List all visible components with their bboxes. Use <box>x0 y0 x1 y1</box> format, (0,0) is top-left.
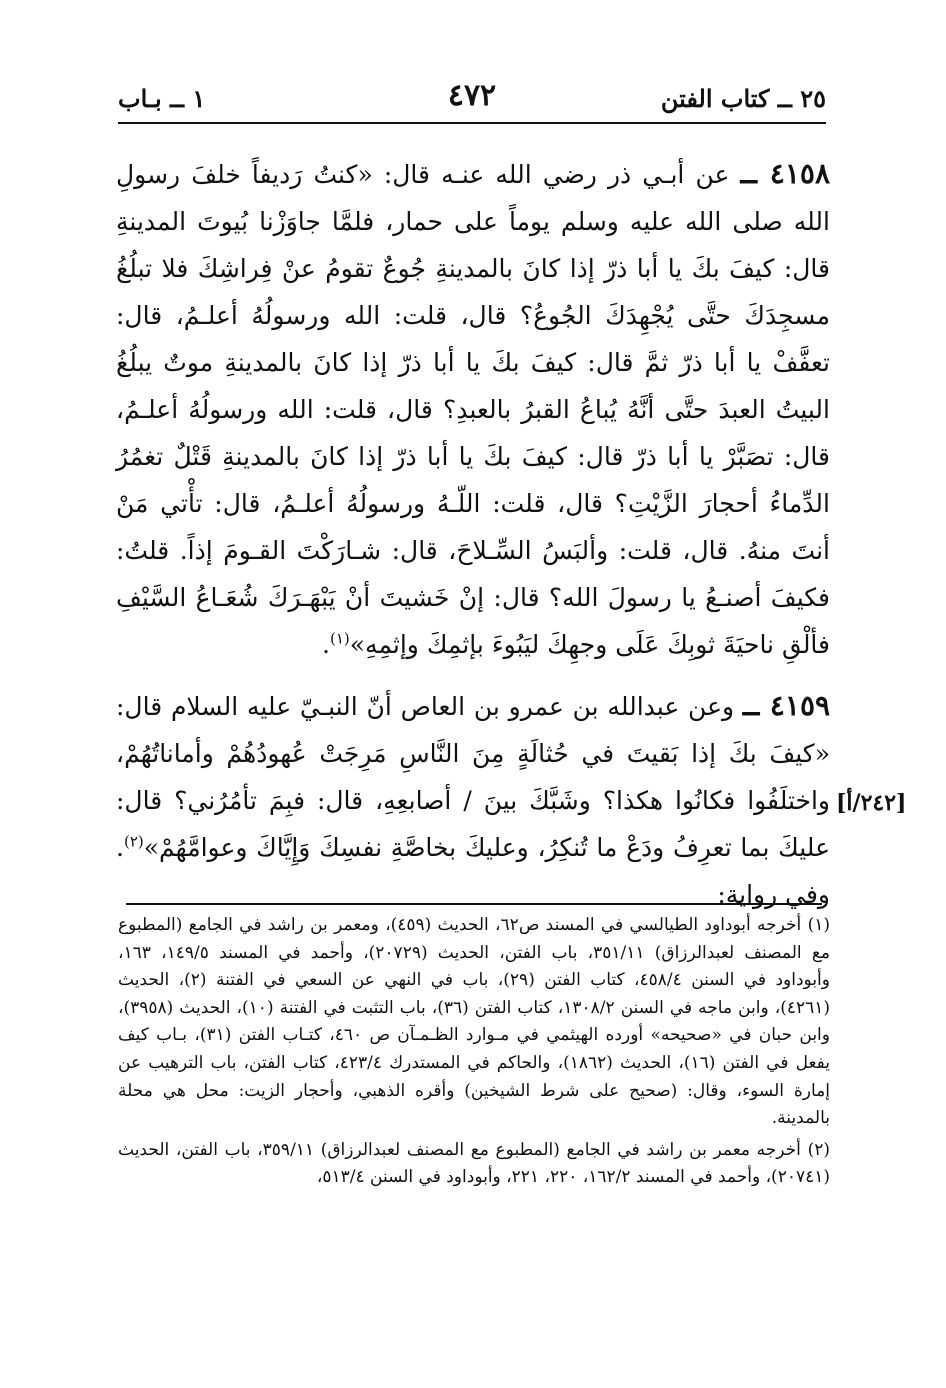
footnotes <box>118 912 830 1196</box>
hadith-text: وعن عبدالله بن عمرو بن العاص أنّ النبـيّ عليه السلام قال: «كيفَ بكَ إذا بَقيتَ في حُثالَةٍ مِنَ النَّاسِ مَرِجَتْ عُهودُهُمْ وأماناتُهُمْ، واختلَفُوا فكانُوا هكذا؟ وشَبَّكَ بينَ / أصابعِهِ، قال: فبِمَ تأمُرُني؟ قال: عليكَ بما تعرِفُ ودَعْ ما تُنكِرُ، وعليكَ بخاصَّةِ نفسِكَ وَإِيَّاكَ وعوامَّهُمْ» <box>116 692 830 862</box>
hadith-end: . وفي رواية: <box>116 833 830 909</box>
section-title: ١ ــ بـاب <box>118 84 206 113</box>
page-header <box>118 78 826 124</box>
main-text <box>116 150 830 932</box>
footnote-divider <box>126 903 822 905</box>
footnote-item <box>118 912 830 1133</box>
footnote-marker: (٢) <box>807 1139 830 1160</box>
hadith-end: . <box>322 630 330 659</box>
hadith-4158 <box>116 150 830 668</box>
hadith-number: ٤١٥٩ ــ <box>742 689 831 722</box>
hadith-number: ٤١٥٨ ــ <box>740 157 830 190</box>
chapter-title: ٢٥ ــ كتاب الفتن <box>660 84 826 113</box>
footnote-ref[interactable]: (٢) <box>123 832 144 851</box>
page-number: ٤٧٢ <box>447 78 497 113</box>
hadith-text: عن أبـي ذر رضي الله عنـه قال: «كنتُ رَديفاً خلفَ رسولِ الله صلى الله عليه وسلم يوماً على حمار، فلمَّا جاوَزْنا بُيوتَ المدينةِ قال: كيفَ بكَ يا أبا ذرّ إذا كانَ بالمدينةِ جُوعٌ تقومُ عنْ فِراشِكَ فلا تبلُغُ مسجِدَكَ حتَّى يُجْهِدَكَ الجُوعُ؟ قال، قلت: الله ورسولُهُ أعلـمُ، قال: تعفَّفْ يا أبا ذرّ ثمَّ قال: كيفَ بكَ يا أبا ذرّ إذا كانَ بالمدينةِ موتٌ يبلُغُ البيتُ العبدَ حتَّى أنَّهُ يُباعُ القبرُ بالعبدِ؟ قال، قلت: الله ورسولُهُ أعلـمُ، قال: تصَبَّرْ يا أبا ذرّ قال: كيفَ بكَ يا أبا ذرّ إذا كانَ بالمدينةِ قَتْلٌ تغمُرُ الدِّماءُ أحجارَ الزَّيْتِ؟ قال، قلت: اللّـهُ ورسولُهُ أعلـمُ، قال: تأْتي مَنْ أنتَ منهُ. قال، قلت: وألبَسُ السِّـلاحَ، قال: شـارَكْتَ القـومَ إذاً. قلتُ: فكيفَ أصنـعُ يا رسولَ الله؟ قال: إنْ خَشيتَ أنْ يَبْهَـرَكَ شُعَـاعُ السَّيْفِ فألْقِ ناحيَةَ ثوبِكَ عَلَى وجهِكَ ليَبُوءَ بإثمِكَ وإثمِهِ» <box>116 160 830 659</box>
footnote-text: أخرجه معمر بن راشد في الجامع (المطبوع مع المصنف لعبدالرزاق) ٣٥٩/١١، باب الفتن، الحديث (٢٠٧٤١)، وأحمد في المسند ١٦٢/٢، ٢٢٠، ٢٢١، وأبوداود في السنن ٥١٣/٤، <box>118 1139 830 1188</box>
manuscript-folio-marker: [٢٤٢/أ] <box>836 790 907 816</box>
footnote-text: أخرجه أبوداود الطيالسي في المسند ص٦٢، الحديث (٤٥٩)، ومعمر بن راشد في الجامع (المطبوع مع المصنف لعبدالرزاق) ٣٥١/١١، باب الفتن، الحديث (٢٠٧٢٩)، وأحمد في المسند ١٤٩/٥، ١٦٣، وأبوداود في السنن ٤٥٨/٤، كتاب الفتن (٢٩)، باب في النهي عن السعي في الفتنة (٢)، الحديث (٤٢٦١)، وابن ماجه في السنن ١٣٠٨/٢، كتاب الفتن (٣٦)، باب التثبت في الفتنة (١٠)، الحديث (٣٩٥٨)، وابن حبان في «صحيحه» أورده الهيثمي في مـوارد الظـمـآن ص ٤٦٠، كتـاب الفتن (٣١)، بـاب كيف يفعل في الفتن (١٦)، الحديث (١٨٦٢)، والحاكم في المستدرك ٤٢٣/٤، كتاب الفتن، باب الترهيب عن إمارة السوء، وقال: (صحيح على شرط الشيخين) وأقره الذهبي، وأحجار الزيت: محل هي محلة بالمدينة. <box>118 915 830 1129</box>
footnote-item <box>118 1137 830 1192</box>
footnote-marker: (١) <box>807 915 830 935</box>
footnote-ref[interactable]: (١) <box>329 629 350 648</box>
hadith-4159 <box>116 682 830 918</box>
